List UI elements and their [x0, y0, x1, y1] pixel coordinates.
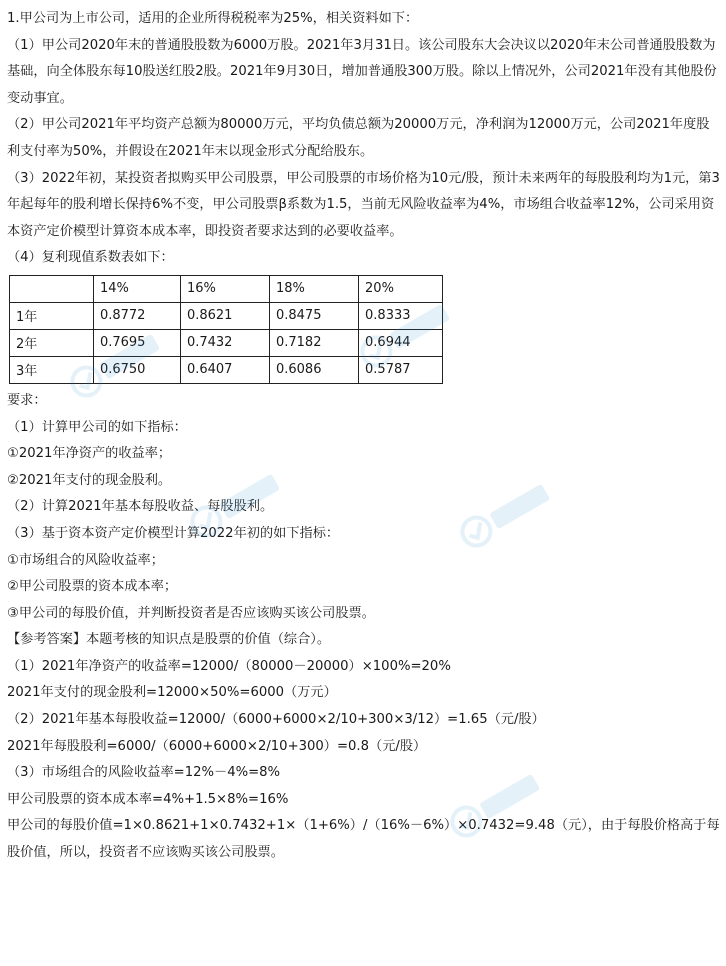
table-cell: 0.7182: [269, 329, 358, 356]
answer-2: （2）2021年基本每股收益=12000/（6000+6000×2/10+300×3/12）=1.65（元/股）: [7, 712, 545, 728]
requirement-3c: ③甲公司的每股价值，并判断投资者是否应该购买该公司股票。: [7, 605, 375, 621]
answer-1b: 2021年支付的现金股利=12000×50%=6000（万元）: [7, 685, 337, 701]
answer-1: （1）2021年净资产的收益率=12000/（80000－20000）×100%=20%: [7, 658, 451, 674]
table-header-cell: 14%: [93, 275, 180, 302]
table-row: [10, 356, 443, 383]
requirement-2: （2）计算2021年基本每股收益、每股股利。: [7, 499, 274, 515]
table-cell: 0.6944: [359, 329, 443, 356]
table-header-cell: 20%: [359, 275, 443, 302]
table-cell: 0.8772: [93, 302, 180, 329]
question-title: 1.甲公司为上市公司，适用的企业所得税税率为25%，相关资料如下：: [7, 11, 419, 26]
table-cell: 0.7695: [93, 329, 180, 356]
table-header-cell: 16%: [180, 275, 269, 302]
table-header-cell: 18%: [269, 275, 358, 302]
answer-3c: 甲公司的每股价值=1×0.8621+1×0.7432+1×（1+6%）/（16%－6%）×0.7432=9.48（元），由于每股价格高于每股价值，所以，投资者不应该购买该公司股票。: [7, 818, 720, 861]
table-row: [10, 302, 443, 329]
table-cell: 0.8621: [180, 302, 269, 329]
material-1: （1）甲公司2020年末的普通股股数为6000万股。2021年3月31日。该公司股东大会决议以2020年末公司普通股股数为基础，向全体股东每10股送红股2股。2021年9月30日，增加普通股300万股。除以上情况外，公司2021年没有其他股份变动事宜。: [7, 37, 717, 106]
requirement-3: （3）基于资本资产定价模型计算2022年初的如下指标：: [7, 525, 340, 541]
answer-2b: 2021年每股股利=6000/（6000+6000×2/10+300）=0.8（元/股）: [7, 738, 427, 754]
material-2: （2）甲公司2021年平均资产总额为80000万元，平均负债总额为20000万元，净利润为12000万元，公司2021年度股利支付率为50%，并假设在2021年末以现金形式分配给股东。: [7, 117, 710, 159]
requirement-1: （1）计算甲公司的如下指标：: [7, 419, 187, 435]
table-cell: 0.7432: [180, 329, 269, 356]
table-cell: 0.8475: [269, 302, 358, 329]
table-cell: 0.8333: [359, 302, 443, 329]
table-cell: 0.6086: [269, 356, 358, 383]
table-cell: 0.6407: [180, 356, 269, 383]
requirement-3b: ②甲公司股票的资本成本率；: [7, 579, 178, 595]
table-header-cell: [10, 275, 94, 302]
requirement-1b: ②2021年支付的现金股利。: [7, 472, 172, 488]
requirement-1a: ①2021年净资产的收益率；: [7, 446, 172, 462]
answer-3b: 甲公司股票的资本成本率=4%+1.5×8%=16%: [7, 791, 289, 807]
table-cell: 3年: [10, 356, 94, 383]
table-cell: 0.6750: [93, 356, 180, 383]
table-cell: 1年: [10, 302, 94, 329]
material-3: （3）2022年初，某投资者拟购买甲公司股票，甲公司股票的市场价格为10元/股，预计未来两年的每股股利均为1元，第3年起每年的股利增长保持6%不变，甲公司股票β系数为1.5，当前无风险收益率为4%，市场组合收益率12%，公司采用资本资产定价模型计算资本成本率，即投资者要求达到的必要收益率。: [7, 170, 720, 239]
table-cell: 2年: [10, 329, 94, 356]
table-row: [10, 329, 443, 356]
requirement-3a: ①市场组合的风险收益率；: [7, 552, 164, 568]
pv-factor-table: [9, 275, 443, 384]
table-cell: 0.5787: [359, 356, 443, 383]
answer-heading: 【参考答案】本题考核的知识点是股票的价值（综合）。: [7, 632, 331, 648]
material-4: （4）复利现值系数表如下：: [7, 250, 174, 266]
table-header-row: [10, 275, 443, 302]
answer-3: （3）市场组合的风险收益率=12%－4%=8%: [7, 765, 281, 781]
requirements-heading: 要求：: [7, 392, 47, 408]
